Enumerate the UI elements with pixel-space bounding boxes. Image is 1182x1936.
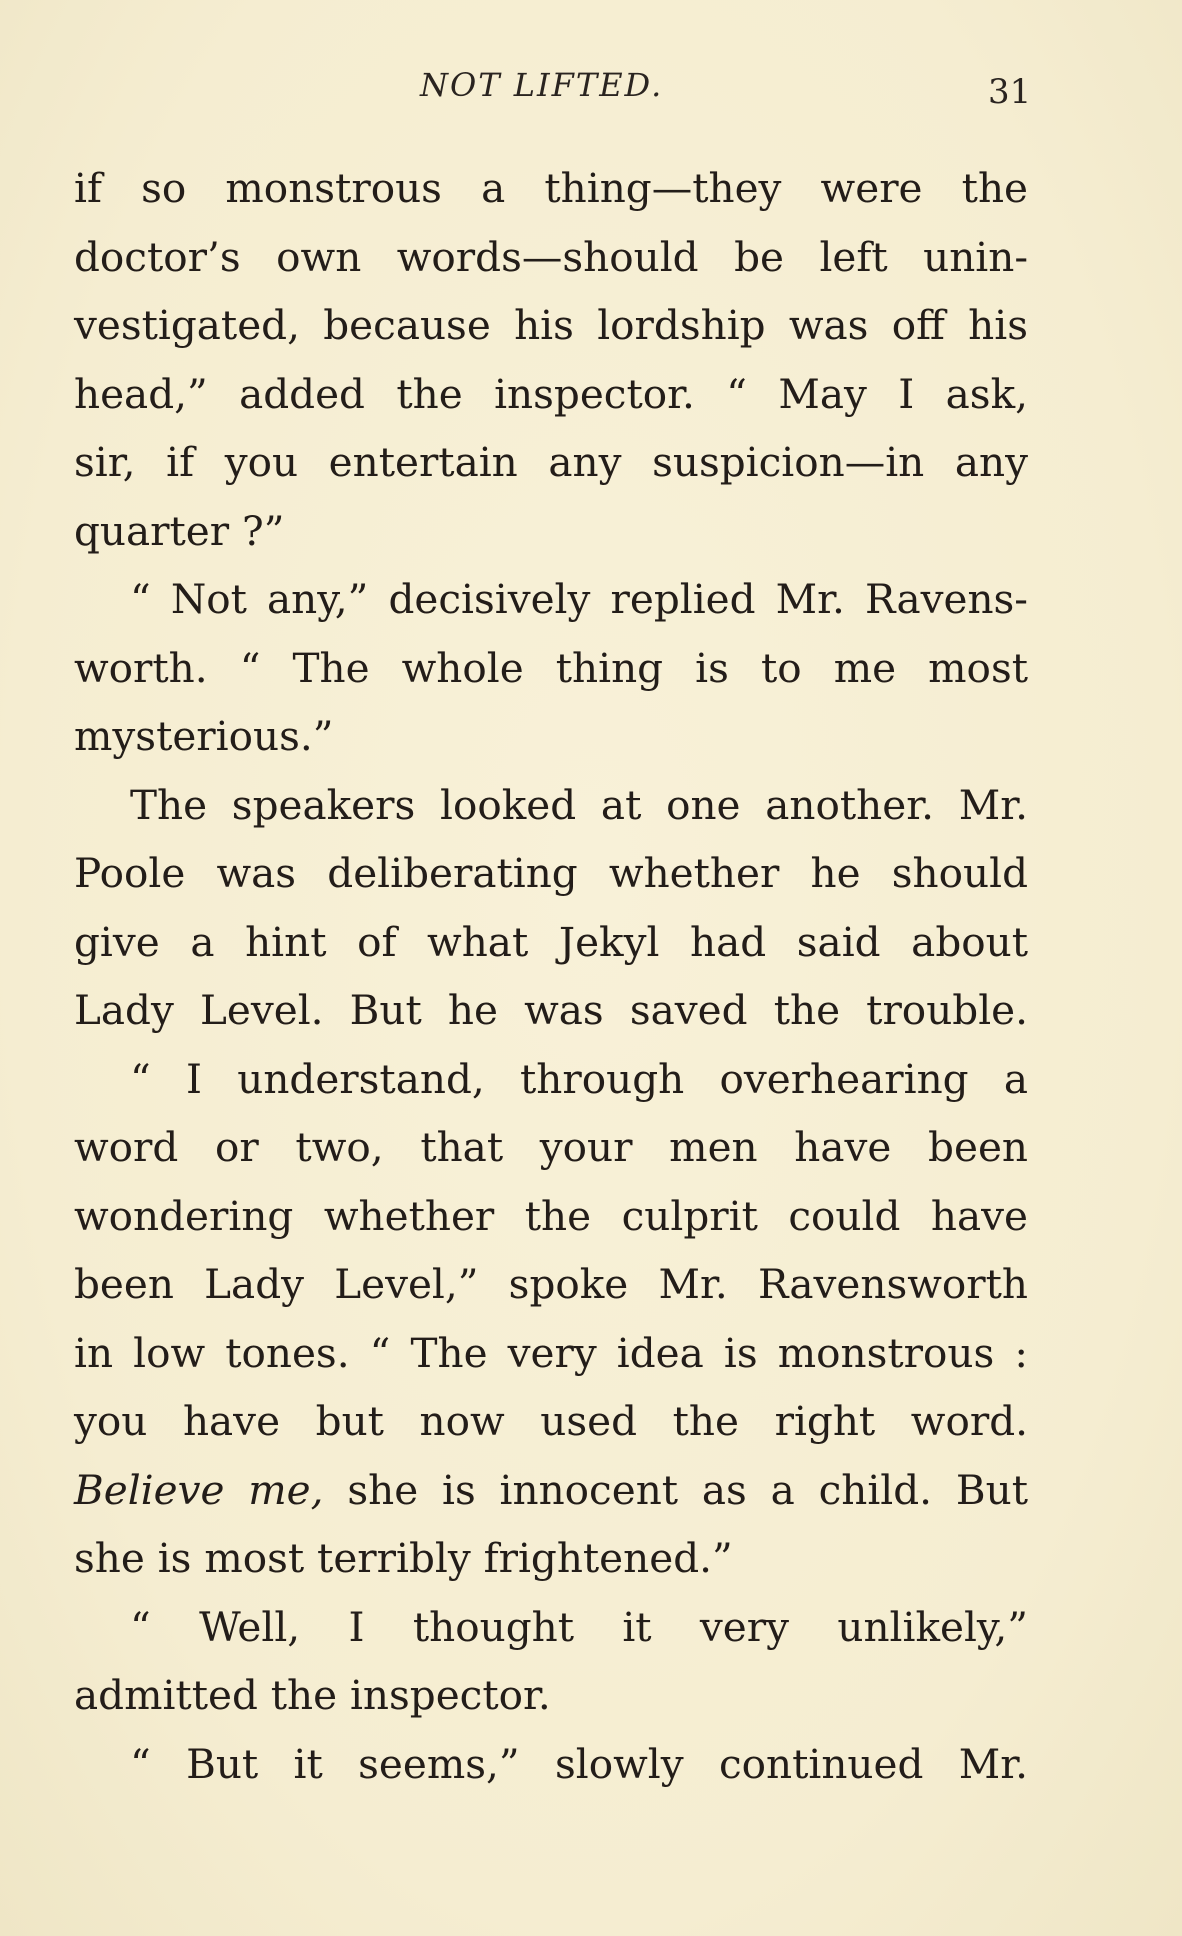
text-line: “ I understand, through overhearing a	[130, 1054, 1028, 1103]
text-line: in low tones. “ The very idea is monstrous :	[74, 1328, 1028, 1377]
body-text	[74, 154, 1028, 1798]
text-line: vestigated, because his lordship was off his	[74, 301, 1028, 349]
text-line: mysterious.”	[74, 712, 334, 760]
text-line: she is most terribly frightened.”	[74, 1534, 733, 1582]
text-line: The speakers looked at one another. Mr.	[130, 780, 1028, 829]
text-line-with-emphasis	[74, 1456, 1028, 1525]
text-line: you have but now used the right word.	[74, 1397, 1028, 1445]
text-line: been Lady Level,” spoke Mr. Ravensworth	[74, 1260, 1028, 1308]
text-line: doctor’s own words—should be left unin-	[74, 232, 1028, 281]
text-line: worth. “ The whole thing is to me most	[74, 643, 1028, 692]
text-line: give a hint of what Jekyl had said about	[74, 917, 1028, 966]
text-line: word or two, that your men have been	[74, 1123, 1028, 1171]
text-line: “ Not any,” decisively replied Mr. Ravens-	[130, 575, 1028, 623]
text-line: head,” added the inspector. “ May I ask,	[74, 369, 1028, 418]
text-line: quarter ?”	[74, 506, 285, 555]
text-line: if so monstrous a thing—they were the	[74, 164, 1028, 212]
page-header	[0, 66, 1182, 116]
text-line: Lady Level. But he was saved the trouble.	[74, 986, 1028, 1034]
text-line: “ But it seems,” slowly continued Mr.	[130, 1739, 1028, 1788]
emphasis-text: Believe me,	[74, 1465, 324, 1514]
page-number: 31	[988, 72, 1032, 112]
text-line: Poole was deliberating whether he should	[74, 849, 1028, 897]
text-line: “ Well, I thought it very unlikely,”	[130, 1602, 1028, 1651]
text-line-rest: she is innocent as a child. But	[323, 1465, 1028, 1514]
running-head: NOT LIFTED.	[420, 66, 664, 104]
text-line: wondering whether the culprit could have	[74, 1191, 1028, 1240]
text-line: sir, if you entertain any suspicion—in any	[74, 438, 1028, 486]
text-line: admitted the inspector.	[74, 1671, 551, 1719]
